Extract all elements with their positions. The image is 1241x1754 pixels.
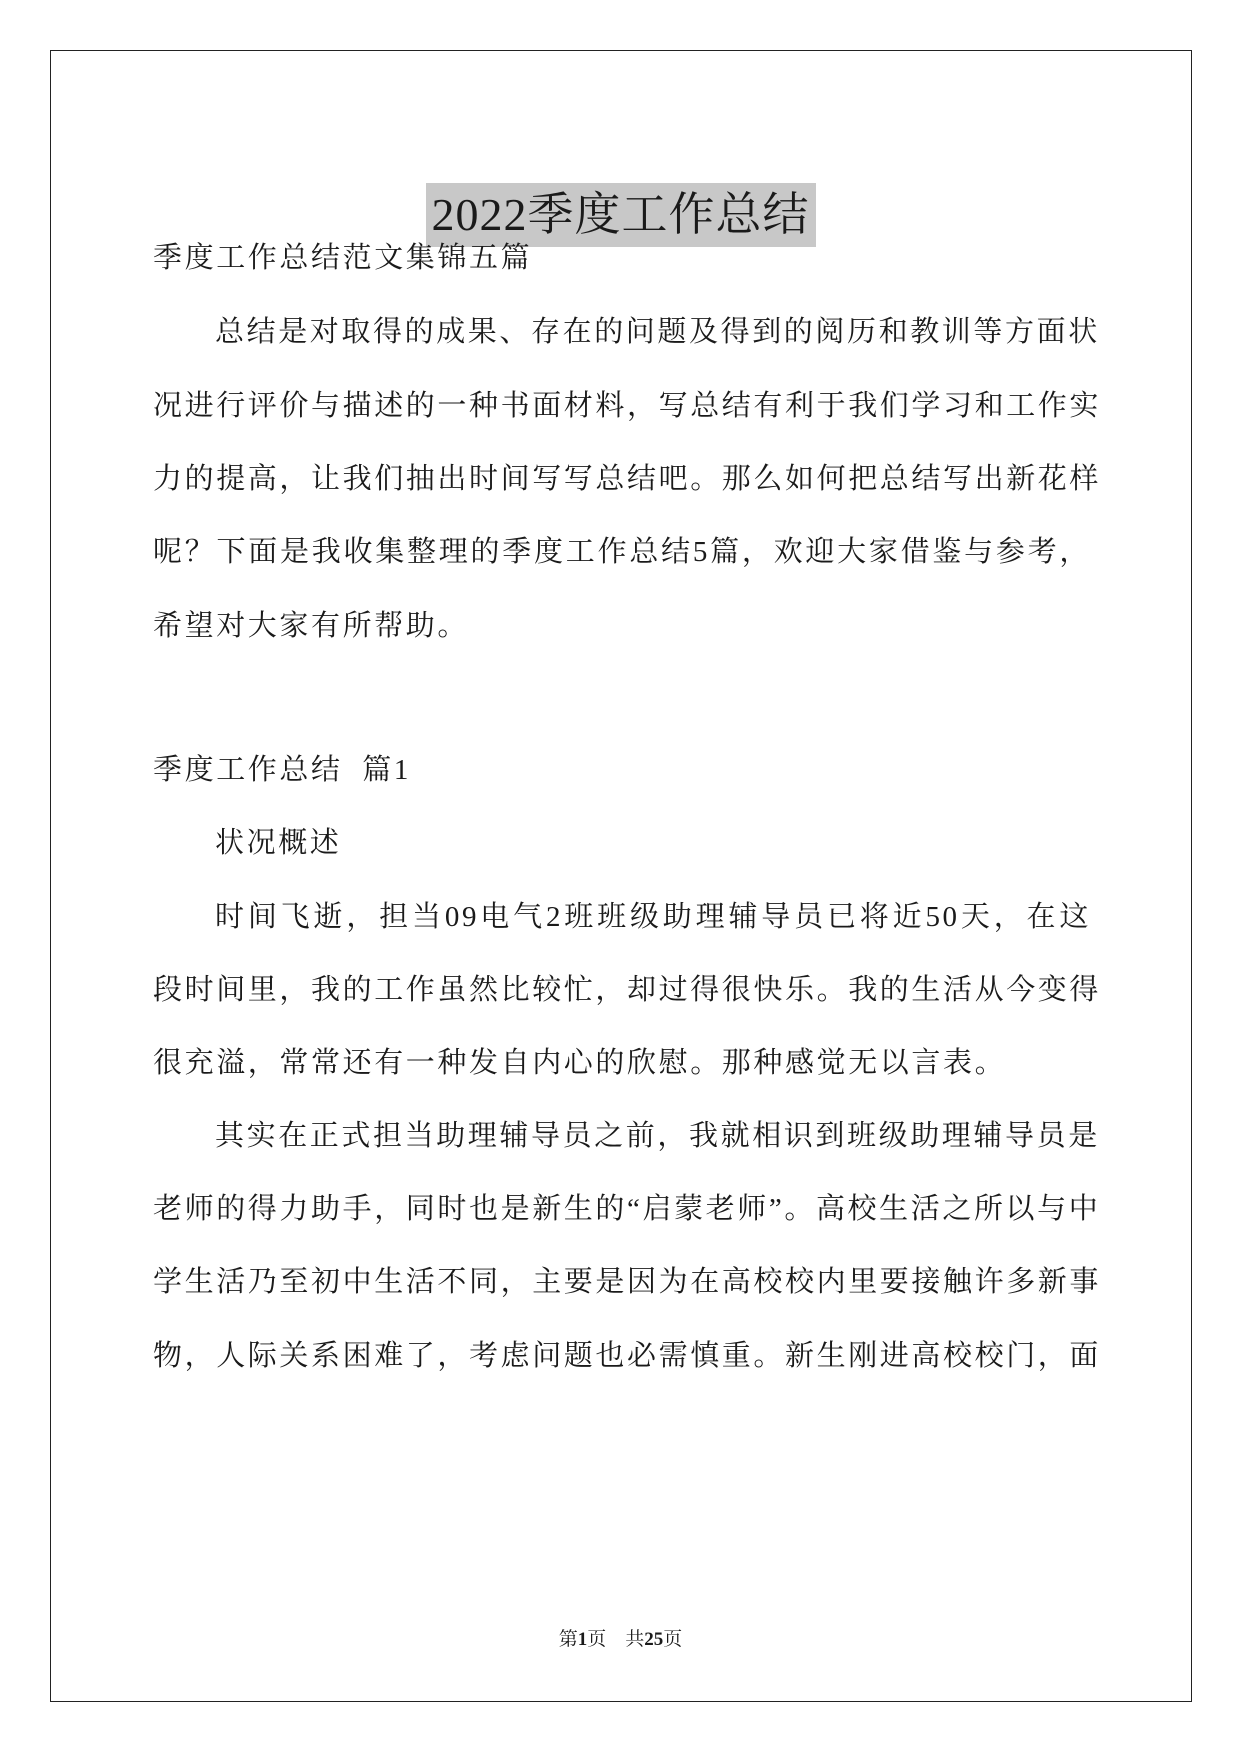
footer-page-prefix: 第 <box>558 1629 578 1650</box>
footer-page-suffix: 页 <box>587 1629 607 1650</box>
subtitle: 季度工作总结范文集锦五篇 <box>153 242 533 274</box>
intro-line: 总结是对取得的成果、存在的问题及得到的阅历和教训等方面状 <box>215 316 1100 348</box>
footer-total-suffix: 页 <box>663 1629 683 1650</box>
document-title: 2022季度工作总结 <box>426 183 816 247</box>
intro-line: 况进行评价与描述的一种书面材料，写总结有利于我们学习和工作实 <box>153 390 1102 422</box>
paragraph-line: 段时间里，我的工作虽然比较忙，却过得很快乐。我的生活从今变得 <box>153 974 1102 1006</box>
footer-total-pages: 25 <box>644 1629 664 1650</box>
intro-line: 呢？下面是我收集整理的季度工作总结5篇，欢迎大家借鉴与参考， <box>153 536 1091 568</box>
footer-page-number: 1 <box>577 1629 588 1650</box>
paragraph-line: 很充溢，常常还有一种发自内心的欣慰。那种感觉无以言表。 <box>153 1047 1007 1079</box>
paragraph-line: 物，人际关系困难了，考虑问题也必需慎重。新生刚进高校校门，面 <box>153 1340 1102 1372</box>
paragraph-line: 老师的得力助手，同时也是新生的“启蒙老师”。高校生活之所以与中 <box>153 1193 1101 1225</box>
paragraph-line: 其实在正式担当助理辅导员之前，我就相识到班级助理辅导员是 <box>215 1120 1100 1152</box>
page-border <box>50 50 1192 1702</box>
intro-line: 希望对大家有所帮助。 <box>153 610 470 642</box>
footer-total-prefix: 共 <box>625 1629 645 1650</box>
paragraph-line: 时间飞逝，担当09电气2班班级助理辅导员已将近50天，在这 <box>215 901 1091 933</box>
overview-heading: 状况概述 <box>215 827 342 859</box>
page-footer <box>0 1628 1241 1652</box>
paragraph-line: 学生活乃至初中生活不同，主要是因为在高校校内里要接触许多新事 <box>153 1266 1102 1298</box>
section-heading: 季度工作总结 篇1 <box>153 754 412 786</box>
intro-line: 力的提高，让我们抽出时间写写总结吧。那么如何把总结写出新花样 <box>153 463 1102 495</box>
